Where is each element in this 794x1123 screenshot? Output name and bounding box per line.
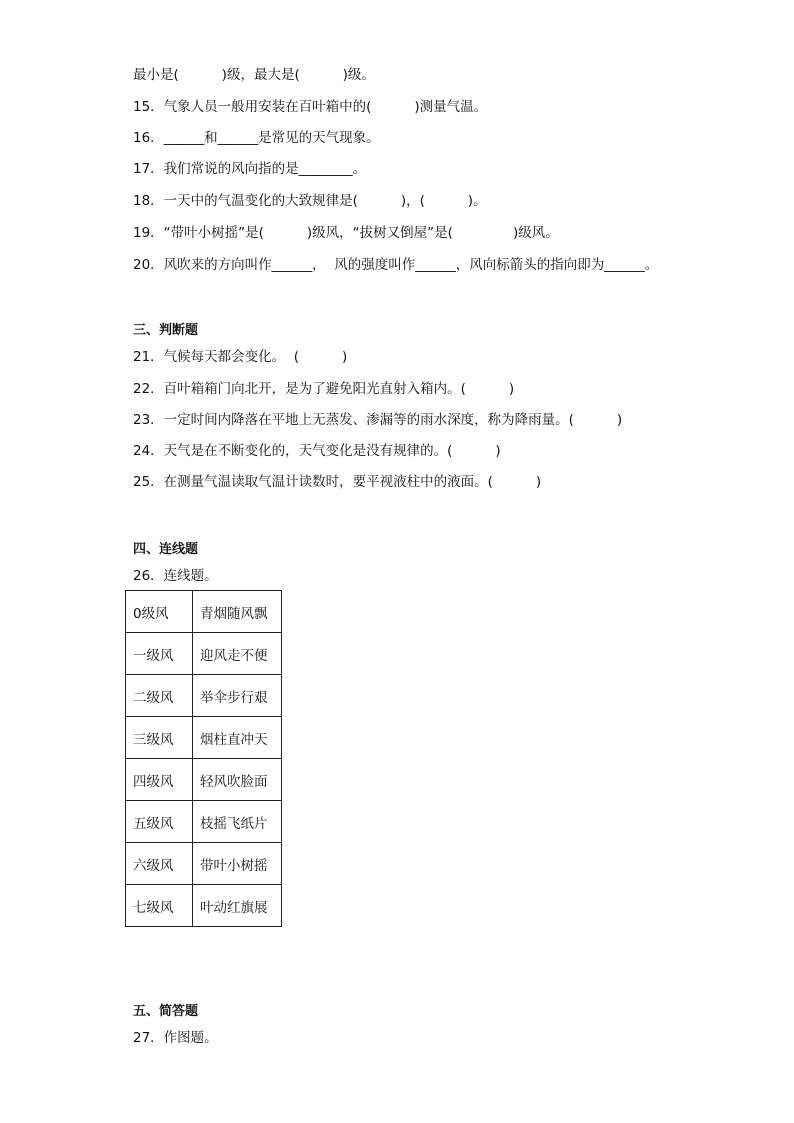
wind-level-cell: 三级风 bbox=[126, 717, 193, 759]
wind-phrase-cell: 迎风走不便 bbox=[193, 633, 282, 675]
wind-level-cell: 0级风 bbox=[126, 591, 193, 633]
question-22: 22．百叶箱箱门向北开，是为了避免阳光直射入箱内。( ) bbox=[133, 381, 515, 397]
wind-phrase-cell: 枝摇飞纸片 bbox=[193, 801, 282, 843]
table-row bbox=[126, 633, 282, 675]
table-row bbox=[126, 717, 282, 759]
question-15: 15．气象人员一般用安装在百叶箱中的( )测量气温。 bbox=[133, 99, 488, 115]
question-18: 18．一天中的气温变化的大致规律是( )，( )。 bbox=[133, 193, 487, 209]
question-14-continuation: 最小是( )级，最大是( )级。 bbox=[133, 67, 375, 83]
question-17: 17．我们常说的风向指的是________。 bbox=[133, 161, 367, 177]
question-19: 19．“带叶小树摇”是( )级风，“拔树又倒屋”是( )级风。 bbox=[133, 225, 559, 241]
wind-level-cell: 六级风 bbox=[126, 843, 193, 885]
matching-table bbox=[125, 590, 282, 927]
wind-level-cell: 二级风 bbox=[126, 675, 193, 717]
wind-phrase-cell: 轻风吹脸面 bbox=[193, 759, 282, 801]
section-3-heading: 三、判断题 bbox=[133, 323, 199, 338]
table-row bbox=[126, 843, 282, 885]
wind-level-cell: 一级风 bbox=[126, 633, 193, 675]
wind-phrase-cell: 烟柱直冲天 bbox=[193, 717, 282, 759]
question-16: 16．______和______是常见的天气现象。 bbox=[133, 130, 380, 146]
wind-phrase-cell: 叶动红旗展 bbox=[193, 885, 282, 927]
wind-level-cell: 七级风 bbox=[126, 885, 193, 927]
question-27: 27．作图题。 bbox=[133, 1030, 218, 1046]
question-21: 21．气候每天都会变化。 ( ) bbox=[133, 349, 348, 365]
wind-phrase-cell: 举伞步行艰 bbox=[193, 675, 282, 717]
wind-level-cell: 五级风 bbox=[126, 801, 193, 843]
table-row bbox=[126, 591, 282, 633]
table-row bbox=[126, 759, 282, 801]
question-20: 20．风吹来的方向叫作______， 风的强度叫作______，风向标箭头的指向即为______。 bbox=[133, 257, 659, 273]
wind-phrase-cell: 带叶小树摇 bbox=[193, 843, 282, 885]
question-23: 23．一定时间内降落在平地上无蒸发、渗漏等的雨水深度，称为降雨量。( ) bbox=[133, 412, 623, 428]
section-4-heading: 四、连线题 bbox=[133, 542, 199, 557]
section-5-heading: 五、简答题 bbox=[133, 1004, 199, 1019]
wind-level-cell: 四级风 bbox=[126, 759, 193, 801]
question-24: 24．天气是在不断变化的，天气变化是没有规律的。( ) bbox=[133, 443, 501, 459]
question-26: 26．连线题。 bbox=[133, 568, 218, 584]
table-row bbox=[126, 801, 282, 843]
table-row bbox=[126, 885, 282, 927]
question-25: 25．在测量气温读取气温计读数时，要平视液柱中的液面。( ) bbox=[133, 474, 542, 490]
table-row bbox=[126, 675, 282, 717]
wind-phrase-cell: 青烟随风飘 bbox=[193, 591, 282, 633]
